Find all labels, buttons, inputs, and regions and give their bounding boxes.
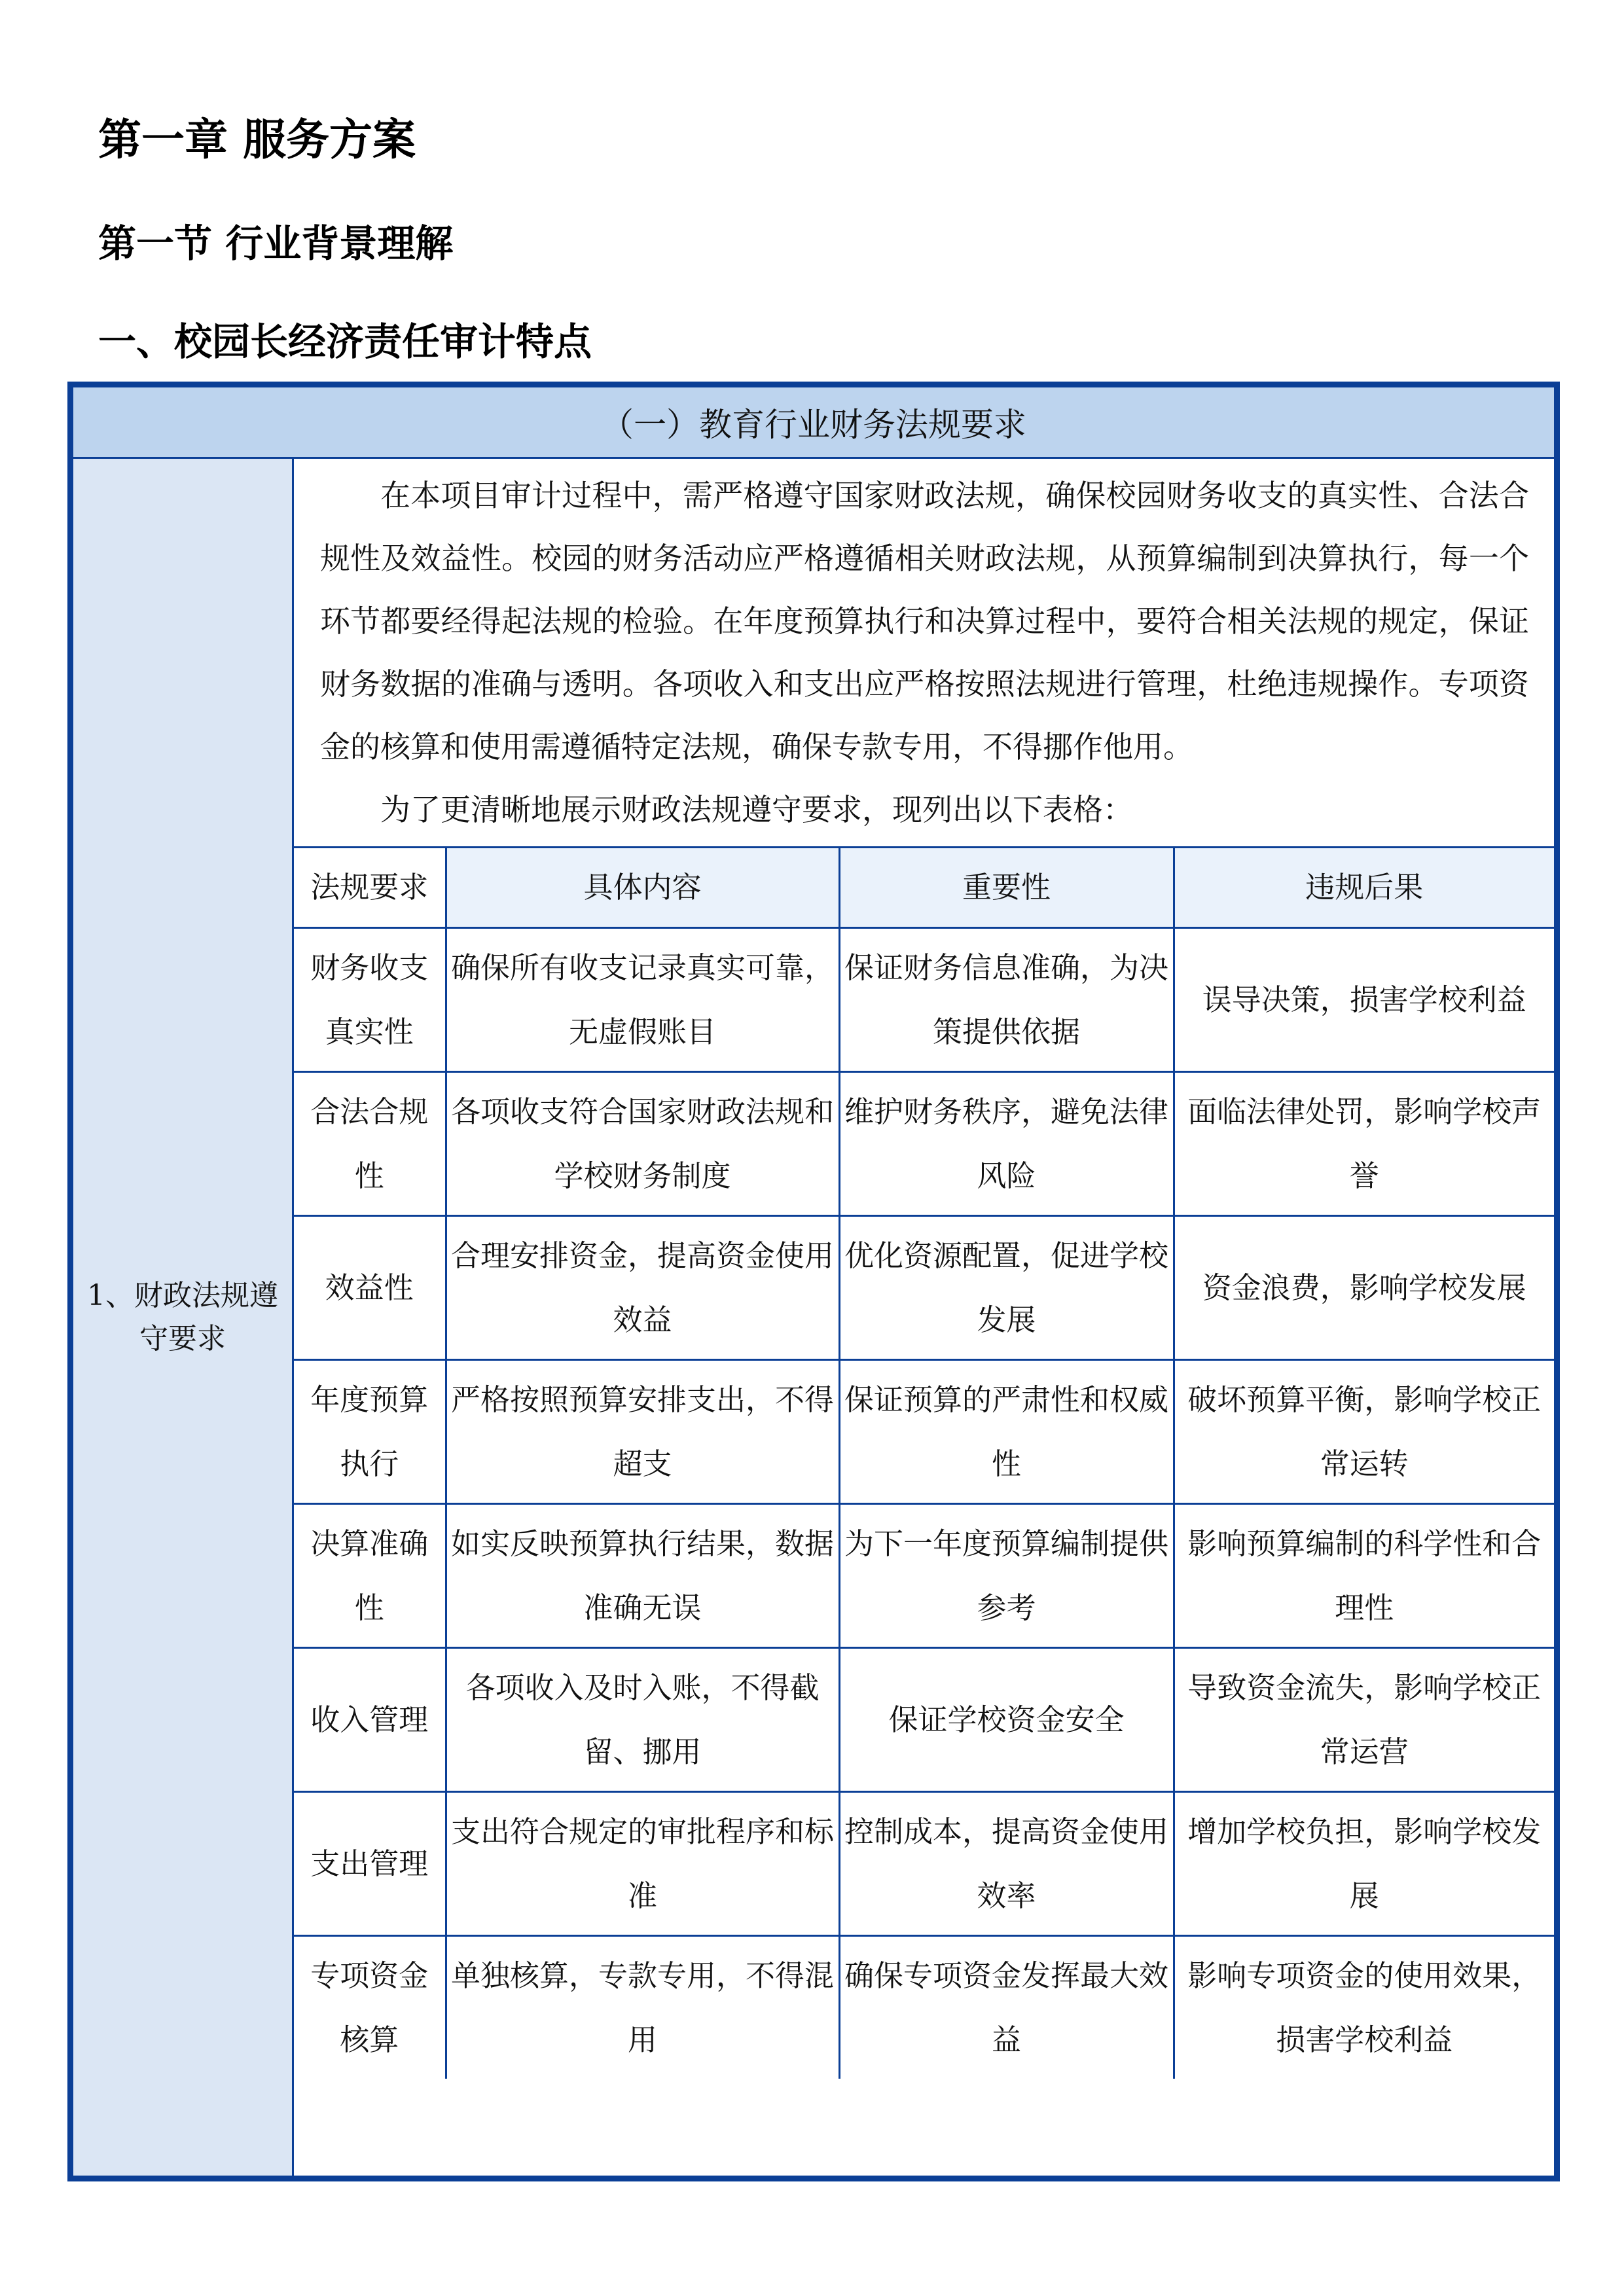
cell-importance: 控制成本，提高资金使用效率 [839, 1792, 1174, 1936]
cell-requirement: 决算准确性 [294, 1504, 446, 1648]
column-header: 法规要求 [294, 848, 446, 928]
cell-consequence: 面临法律处罚，影响学校声誉 [1174, 1072, 1554, 1216]
cell-content: 严格按照预算安排支出，不得超支 [446, 1360, 839, 1504]
subsection-heading: 一、校园长经济责任审计特点 [98, 319, 592, 364]
cell-importance: 保证预算的严肃性和权威性 [839, 1360, 1174, 1504]
cell-consequence: 破坏预算平衡，影响学校正常运转 [1174, 1360, 1554, 1504]
cell-consequence: 影响预算编制的科学性和合理性 [1174, 1504, 1554, 1648]
cell-content: 支出符合规定的审批程序和标准 [446, 1792, 839, 1936]
cell-requirement: 支出管理 [294, 1792, 446, 1936]
cell-requirement: 专项资金核算 [294, 1936, 446, 2079]
table-row [294, 1792, 1554, 1936]
table-header-row [294, 848, 1554, 928]
cell-requirement: 效益性 [294, 1216, 446, 1360]
table-row [294, 1504, 1554, 1648]
cell-consequence: 导致资金流失，影响学校正常运营 [1174, 1648, 1554, 1792]
cell-importance: 优化资源配置，促进学校发展 [839, 1216, 1174, 1360]
cell-requirement: 合法合规性 [294, 1072, 446, 1216]
table-row [294, 1360, 1554, 1504]
cell-requirement: 收入管理 [294, 1648, 446, 1792]
cell-content: 合理安排资金，提高资金使用效益 [446, 1216, 839, 1360]
intro-paragraph: 在本项目审计过程中，需严格遵守国家财政法规，确保校园财务收支的真实性、合法合规性及效益性。校园的财务活动应严格遵循相关财政法规，从预算编制到决算执行，每一个环节都要经得起法规的检验。在年度预算执行和决算过程中，要符合相关法规的规定，保证财务数据的准确与透明。各项收入和支出应严格按照法规进行管理，杜绝违规操作。专项资金的核算和使用需遵循特定法规，确保专款专用，不得挪作他用。 [320, 478, 1529, 764]
cell-content: 确保所有收支记录真实可靠，无虚假账目 [446, 928, 839, 1072]
column-header: 违规后果 [1174, 848, 1554, 928]
content-cell [293, 458, 1555, 2177]
cell-consequence: 影响专项资金的使用效果，损害学校利益 [1174, 1936, 1554, 2079]
column-header: 重要性 [839, 848, 1174, 928]
banner-title: （一）教育行业财务法规要求 [73, 387, 1555, 458]
column-header: 具体内容 [446, 848, 839, 928]
cell-requirement: 年度预算执行 [294, 1360, 446, 1504]
cell-content: 单独核算，专款专用，不得混用 [446, 1936, 839, 2079]
table-row [294, 928, 1554, 1072]
requirements-frame [67, 382, 1560, 2181]
regulation-table [294, 846, 1554, 2079]
cell-consequence: 增加学校负担，影响学校发展 [1174, 1792, 1554, 1936]
cell-importance: 为下一年度预算编制提供参考 [839, 1504, 1174, 1648]
cell-consequence: 误导决策，损害学校利益 [1174, 928, 1554, 1072]
table-row [294, 1072, 1554, 1216]
outer-table [71, 386, 1556, 2178]
table-row [294, 1936, 1554, 2079]
table-intro-paragraph: 为了更清晰地展示财政法规遵守要求，现列出以下表格： [380, 792, 1133, 827]
side-label: 1、财政法规遵守要求 [73, 458, 293, 2177]
cell-content: 各项收支符合国家财政法规和学校财务制度 [446, 1072, 839, 1216]
cell-content: 如实反映预算执行结果，数据准确无误 [446, 1504, 839, 1648]
table-row [294, 1216, 1554, 1360]
section-heading: 第一节 行业背景理解 [98, 221, 454, 266]
cell-requirement: 财务收支真实性 [294, 928, 446, 1072]
cell-importance: 维护财务秩序，避免法律风险 [839, 1072, 1174, 1216]
cell-consequence: 资金浪费，影响学校发展 [1174, 1216, 1554, 1360]
chapter-heading: 第一章 服务方案 [98, 115, 416, 165]
cell-content: 各项收入及时入账，不得截留、挪用 [446, 1648, 839, 1792]
cell-importance: 确保专项资金发挥最大效益 [839, 1936, 1174, 2079]
cell-importance: 保证财务信息准确，为决策提供依据 [839, 928, 1174, 1072]
table-row [294, 1648, 1554, 1792]
cell-importance: 保证学校资金安全 [839, 1648, 1174, 1792]
